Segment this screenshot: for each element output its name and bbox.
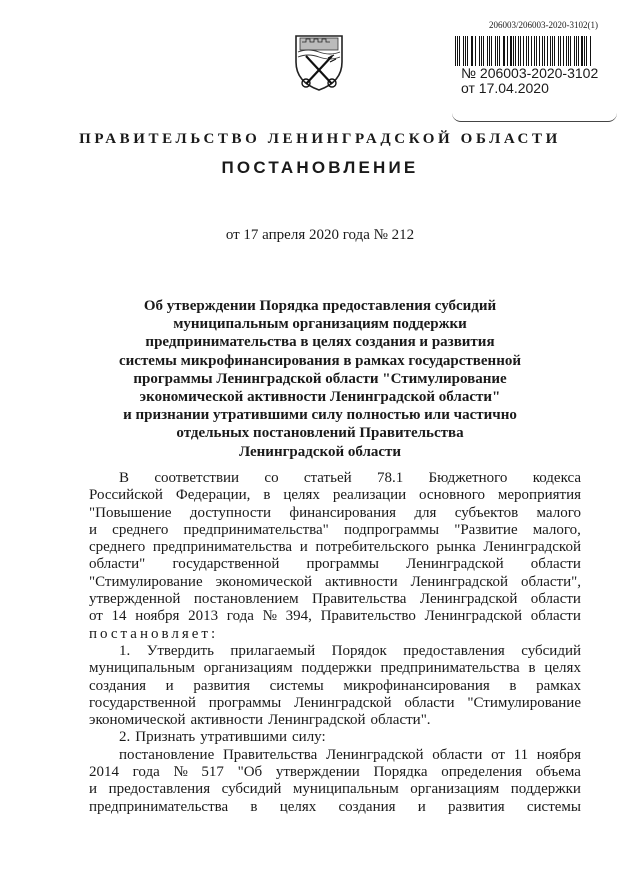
body-word: утратившими <box>200 729 288 746</box>
subject-line: и признании утратившими силу полностью или частично <box>123 407 517 424</box>
body-word: предпринимательства <box>89 798 229 815</box>
body-word: экономической <box>89 712 186 729</box>
body-word: подпрограммы <box>343 521 440 538</box>
body-line <box>89 470 581 487</box>
decree-subject <box>100 297 540 461</box>
body-line <box>89 574 581 591</box>
body-word: доступности <box>189 504 272 521</box>
subject-line: предпринимательства в целях создания и развития <box>145 334 495 351</box>
body-word: и <box>299 539 308 556</box>
body-word: 14 <box>111 608 127 625</box>
body-line <box>89 764 581 781</box>
document-code: 206003/206003-2020-3102(1) <box>489 20 598 30</box>
body-word: прилагаемый <box>230 642 316 659</box>
subject-line: муниципальным организациям поддержки <box>173 316 467 333</box>
body-word: создания <box>89 677 147 694</box>
body-word: 78.1 <box>376 470 404 486</box>
body-line <box>89 487 581 504</box>
body-word: от <box>89 608 103 625</box>
body-word: и <box>89 521 98 538</box>
body-word: Российской <box>89 487 163 504</box>
body-word: микрофинансирования <box>343 677 490 694</box>
body-word: области <box>530 556 581 573</box>
body-word: Ленинградской <box>406 556 504 573</box>
body-word: субсидий <box>221 781 282 798</box>
body-word: Ленинградской <box>424 608 523 625</box>
body-word: реализации <box>332 487 407 504</box>
body-line <box>89 643 581 660</box>
registration-number: № 206003-2020-3102 <box>461 65 599 81</box>
body-word: Правительства <box>312 591 407 608</box>
body-word: области". <box>370 712 431 729</box>
body-word: Порядка <box>373 764 428 781</box>
body-word: постановление <box>119 746 215 763</box>
body-word: 394, <box>285 608 312 625</box>
body-word: "Об <box>237 764 263 781</box>
body-line <box>89 678 581 695</box>
body-word: развития <box>193 677 250 694</box>
body-word: 2013 <box>188 608 219 625</box>
body-word: создания <box>338 798 396 815</box>
body-word: среднего <box>89 539 146 556</box>
body-line <box>89 591 581 608</box>
body-word: предоставления <box>403 642 505 659</box>
body-word: рынка <box>436 539 476 556</box>
body-word: Порядок <box>331 642 387 659</box>
body-word: муниципальным <box>292 781 399 798</box>
decree-date-number: от 17 апреля 2020 года № 212 <box>225 227 415 243</box>
body-word: ноября <box>536 746 581 763</box>
government-title: ПРАВИТЕЛЬСТВО ЛЕНИНГРАДСКОЙ ОБЛАСТИ <box>79 131 561 147</box>
body-word: активности <box>190 712 264 729</box>
body-word: В <box>119 470 130 486</box>
body-word: области", <box>520 573 581 590</box>
body-word: экономической <box>215 573 313 590</box>
body-line <box>89 556 581 573</box>
body-word: и <box>89 781 98 798</box>
body-word: среднего <box>112 521 169 538</box>
body-word: постановляет: <box>89 625 219 642</box>
body-word: субсидий <box>521 642 581 659</box>
body-word: утверждении <box>275 764 360 781</box>
body-word: Ленинградской <box>419 591 518 608</box>
body-word: малого, <box>532 521 581 538</box>
body-word: программы <box>208 694 282 711</box>
body-word: статьей <box>303 470 352 486</box>
body-word: финансирования <box>289 504 397 521</box>
body-word: государственной <box>89 694 196 711</box>
decree-body <box>89 470 581 816</box>
body-word: для <box>414 504 437 521</box>
body-word: № <box>173 764 188 781</box>
body-word: активности <box>325 573 398 590</box>
body-word: организациям <box>410 781 500 798</box>
body-word: и <box>417 798 426 815</box>
registration-date: от 17.04.2020 <box>461 80 549 96</box>
body-word: программы <box>306 556 379 573</box>
body-line <box>89 747 581 764</box>
body-word: 11 <box>513 746 529 763</box>
body-word: постановлением <box>193 591 299 608</box>
body-word: Признать <box>135 729 196 746</box>
body-word: 517 <box>201 764 224 781</box>
subject-line: системы микрофинансирования в рамках государственной <box>118 352 521 369</box>
body-word: года <box>132 764 160 781</box>
subject-line: Об утверждении Порядка предоставления субсидий <box>143 298 497 314</box>
body-line <box>89 505 581 522</box>
body-word: 2. <box>119 729 131 746</box>
body-word: от <box>491 746 505 763</box>
body-word: 2014 <box>89 764 119 781</box>
body-word: в <box>509 677 517 694</box>
body-word: области <box>530 591 581 608</box>
body-word: развития <box>447 798 505 815</box>
body-line <box>89 712 581 729</box>
body-word: предоставления <box>108 781 211 798</box>
body-word: со <box>264 470 279 486</box>
body-word: силу: <box>292 729 326 746</box>
body-word: "Стимулирование <box>89 573 203 590</box>
body-word: системы <box>269 677 324 694</box>
subject-line: экономической активности Ленинградской области" <box>139 389 501 406</box>
body-word: системы <box>526 798 581 815</box>
body-word: области" <box>89 556 146 573</box>
body-line <box>89 695 581 712</box>
body-word: целях <box>283 487 320 504</box>
body-word: Бюджетного <box>428 470 508 486</box>
body-word: области <box>530 608 581 625</box>
body-word: субъектов <box>454 504 519 521</box>
body-word: потребительского <box>315 539 429 556</box>
body-line <box>89 522 581 539</box>
decree-title: ПОСТАНОВЛЕНИЕ <box>221 158 419 177</box>
body-word: № <box>262 608 277 625</box>
body-word: целях <box>544 660 581 677</box>
stamp-underline <box>452 113 617 122</box>
body-word: предпринимательства <box>380 660 520 677</box>
body-word: основного <box>419 487 485 504</box>
body-word: малого <box>536 504 581 521</box>
body-word: поддержки <box>301 660 372 677</box>
body-word: утвержденной <box>89 591 181 608</box>
body-word: соответствии <box>154 470 240 486</box>
body-line <box>89 626 581 643</box>
body-word: в <box>528 660 536 677</box>
body-word: Ленинградской <box>410 573 509 590</box>
body-word: Правительство <box>320 608 416 625</box>
body-word: Ленинградской <box>294 694 392 711</box>
body-line <box>89 729 581 746</box>
body-word: ноября <box>135 608 180 625</box>
coat-of-arms-emblem <box>290 32 348 92</box>
body-line <box>89 660 581 677</box>
barcode <box>455 36 591 66</box>
body-word: области <box>404 694 455 711</box>
body-word: Федерации, <box>175 487 251 504</box>
body-word: предпринимательства <box>152 539 293 556</box>
body-word: Ленинградской <box>483 539 581 556</box>
body-word: организациям <box>203 660 293 677</box>
body-line <box>89 781 581 798</box>
body-word: Утвердить <box>146 642 214 659</box>
body-word: в <box>263 487 271 504</box>
body-word: поддержки <box>510 781 581 798</box>
body-word: области <box>432 746 483 763</box>
body-line <box>89 608 581 625</box>
body-word: муниципальным <box>89 660 195 677</box>
subject-line: программы Ленинградской области "Стимулирование <box>133 370 507 387</box>
body-word: определения <box>441 764 523 781</box>
body-word: рамках <box>536 677 581 694</box>
body-word: и <box>165 677 174 694</box>
body-line <box>89 539 581 556</box>
body-word: кодекса <box>532 470 581 486</box>
body-word: государственной <box>172 556 280 573</box>
body-word: в <box>250 798 258 815</box>
body-word: мероприятия <box>497 487 581 504</box>
body-word: "Стимулирование <box>467 694 581 711</box>
subject-line: Ленинградской области <box>238 443 402 460</box>
body-word: Правительства <box>222 746 318 763</box>
body-word: целях <box>279 798 317 815</box>
body-word: объема <box>535 764 581 781</box>
body-word: 1. <box>119 642 131 659</box>
body-line <box>89 799 581 816</box>
body-word: года <box>226 608 254 625</box>
body-word: предпринимательства" <box>183 521 329 538</box>
body-word: Ленинградской <box>326 746 424 763</box>
body-word: Ленинградской <box>268 712 366 729</box>
body-word: "Повышение <box>89 504 172 521</box>
subject-line: отдельных постановлений Правительства <box>176 425 464 442</box>
body-word: "Развитие <box>454 521 518 538</box>
